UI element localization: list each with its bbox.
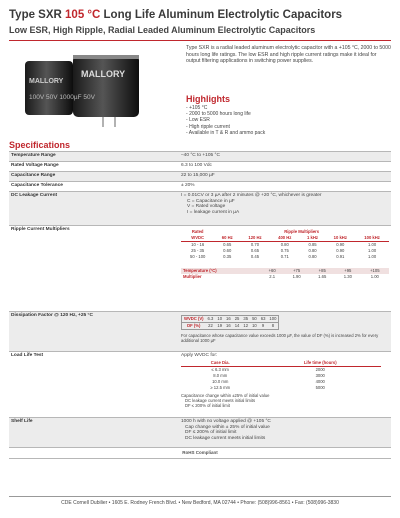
spec-value [181, 193, 389, 215]
load-life-table: Case Dia. Life time (hours) ≤ 6.3 mm 2000 8.0 mm 3000 10.0 mm 4000 ≥ 12.5 mm 5000 [181, 360, 381, 391]
spec-label: DC Leakage Current [11, 193, 58, 198]
title-rest: Long Life Aluminum Electrolytic Capacitors [100, 9, 343, 21]
spec-value: ± 20% [181, 183, 195, 188]
df-block [181, 315, 389, 343]
highlight-item: - 2000 to 5000 hours long life [186, 111, 251, 118]
spec-label: Capacitance Range [11, 173, 56, 178]
footer-divider [9, 496, 391, 497]
header-divider [9, 40, 391, 41]
footer-contact: CDE Cornell Dubilier • 1605 E. Rodney French Blvd. • New Bedford, MA 02744 • Phone: (508)996-8561 • Fax: (508)996-3830 [61, 500, 339, 506]
ripple-row: 25 - 35 0.60 0.65 0.75 0.80 0.90 1.00 [191, 248, 377, 254]
leakage-formula: I = 0.01CV or 3 µA after 2 minutes @ +20 °C, whichever is greater [181, 193, 322, 198]
ripple-tables [181, 229, 389, 280]
spec-value: 22 to 15,000 µF [181, 173, 215, 178]
load-life-note: Capacitance change within ±25% of initial value [181, 392, 270, 398]
load-life-row: ≥ 12.5 mm 5000 [210, 384, 325, 390]
load-life-row: ≤ 6.3 mm 2000 [211, 366, 325, 372]
highlights-title: Highlights [186, 94, 230, 104]
spec-row-shelf-life [9, 417, 391, 448]
ripple-temperature-table: Temperature (°C) +60 +75 +85 +95 +105 Multiplier 2.1 1.90 1.65 1.30 1.00 [181, 268, 389, 280]
leakage-note: C = Capacitance in µF [187, 198, 235, 204]
highlight-item: - Low ESR [186, 117, 210, 124]
spec-label: Load Life Test [11, 353, 44, 358]
spec-value: –40 °C to +105 °C [181, 153, 220, 158]
shelf-life-intro: 1000 h with no voltage applied @ +105 °C [181, 419, 271, 424]
df-note: For capacitance whose capacitance value exceeds 1000 µF, the value of DF (%) is increased 2% for every additional 1000 µF [181, 333, 379, 343]
load-life-block [181, 353, 389, 408]
rohs-compliant-label: RoHS Compliant [182, 450, 218, 455]
spec-label: Rated Voltage Range [11, 163, 59, 168]
spec-label: Dissipation Factor @ 120 Hz, +25 °C [11, 313, 93, 318]
highlight-item: - +105 °C [186, 105, 208, 111]
highlight-item: - High ripple current [186, 123, 230, 130]
capacitor-brand-text: MALLORY [81, 69, 126, 79]
spec-value: 6.3 to 100 Vdc [181, 163, 212, 168]
spec-label: Capacitance Tolerance [11, 183, 63, 188]
load-life-intro: Apply WVDC for: [181, 353, 218, 358]
leakage-note: I = leakage current in µA [187, 209, 240, 215]
temperature-label: Temperature (°C) [183, 268, 217, 274]
ripple-frequency-table: Rated Ripple Multipliers WVDC 60 Hz 120 Hz 400 Hz 1 kHz 10 kHz 100 kHz 10 - 16 0.65 0.70 0.80 0.85 0.90 1.00 25 - 35 0.60 0.65 0.75 0.80 0.90 1.00 50 - 100 0.35 0.45 0.71 0.80 0.91 1.00 [181, 229, 389, 260]
shelf-life-note: DF ≤ 200% of initial limit [185, 430, 237, 436]
ripple-row: 50 - 100 0.35 0.45 0.71 0.80 0.91 1.00 [190, 254, 377, 260]
svg-text:MALLORY: MALLORY [29, 78, 64, 85]
product-photo [15, 47, 165, 127]
document-subtitle: Low ESR, High Ripple, Radial Leaded Aluminum Electrolytic Capacitors [9, 25, 316, 35]
intro-paragraph: Type SXR is a radial leaded aluminum electrolytic capacitor with a +105 °C, 2000 to 5000 hours long life ratings. The low ESR and high ripple current ratings make it ideal for output filtering applications in switching power supplies. [186, 45, 391, 65]
spec-row-dissipation [9, 311, 391, 352]
ripple-title-header: Ripple Multipliers [284, 229, 320, 235]
load-life-row: 8.0 mm 3000 [213, 372, 325, 378]
shelf-life-note: DC leakage current meets initial limits [185, 435, 266, 441]
highlight-item: - Available in T & R and ammo pack [186, 129, 266, 136]
capacitor-body-right [73, 55, 139, 117]
title-prefix: Type SXR [9, 9, 66, 21]
df-table: WVDC (V) 6.3 10 16 25 35 50 63 100 DF (%) 22 19 16 14 12 10 9 8 [181, 315, 279, 330]
capacitor-body-left [25, 61, 73, 115]
highlights-list [186, 105, 386, 136]
specifications-title: Specifications [9, 140, 71, 150]
capacitor-illustration [15, 47, 165, 127]
capacitor-rating-text: 100V 50V 1000µF 50V [29, 94, 95, 101]
document-title [9, 9, 342, 21]
spec-label: Ripple Current Multipliers [11, 227, 70, 232]
spec-row-load-life [9, 351, 391, 418]
ripple-rated-header: Rated [191, 229, 204, 235]
spec-row-ripple [9, 225, 391, 312]
title-temp: 105 °C [65, 9, 101, 21]
spec-label: Temperature Range [11, 153, 56, 158]
ripple-row: 10 - 16 0.65 0.70 0.80 0.85 0.90 1.00 [191, 242, 377, 248]
shelf-life-note: Cap change within ± 25% of initial value [185, 424, 270, 430]
spec-row-leakage [9, 191, 391, 226]
leakage-note: V = Rated voltage [187, 204, 226, 210]
load-life-note: DC leakage current meets initial limits [185, 397, 256, 403]
shelf-life-block [181, 419, 389, 441]
multiplier-label: Multiplier [183, 274, 202, 280]
rohs-row [9, 447, 391, 459]
load-life-note: DF ≤ 200% of initial limit [185, 402, 230, 408]
spec-label: Shelf Life [11, 419, 33, 424]
load-life-row: 10.0 mm 4000 [212, 378, 325, 384]
